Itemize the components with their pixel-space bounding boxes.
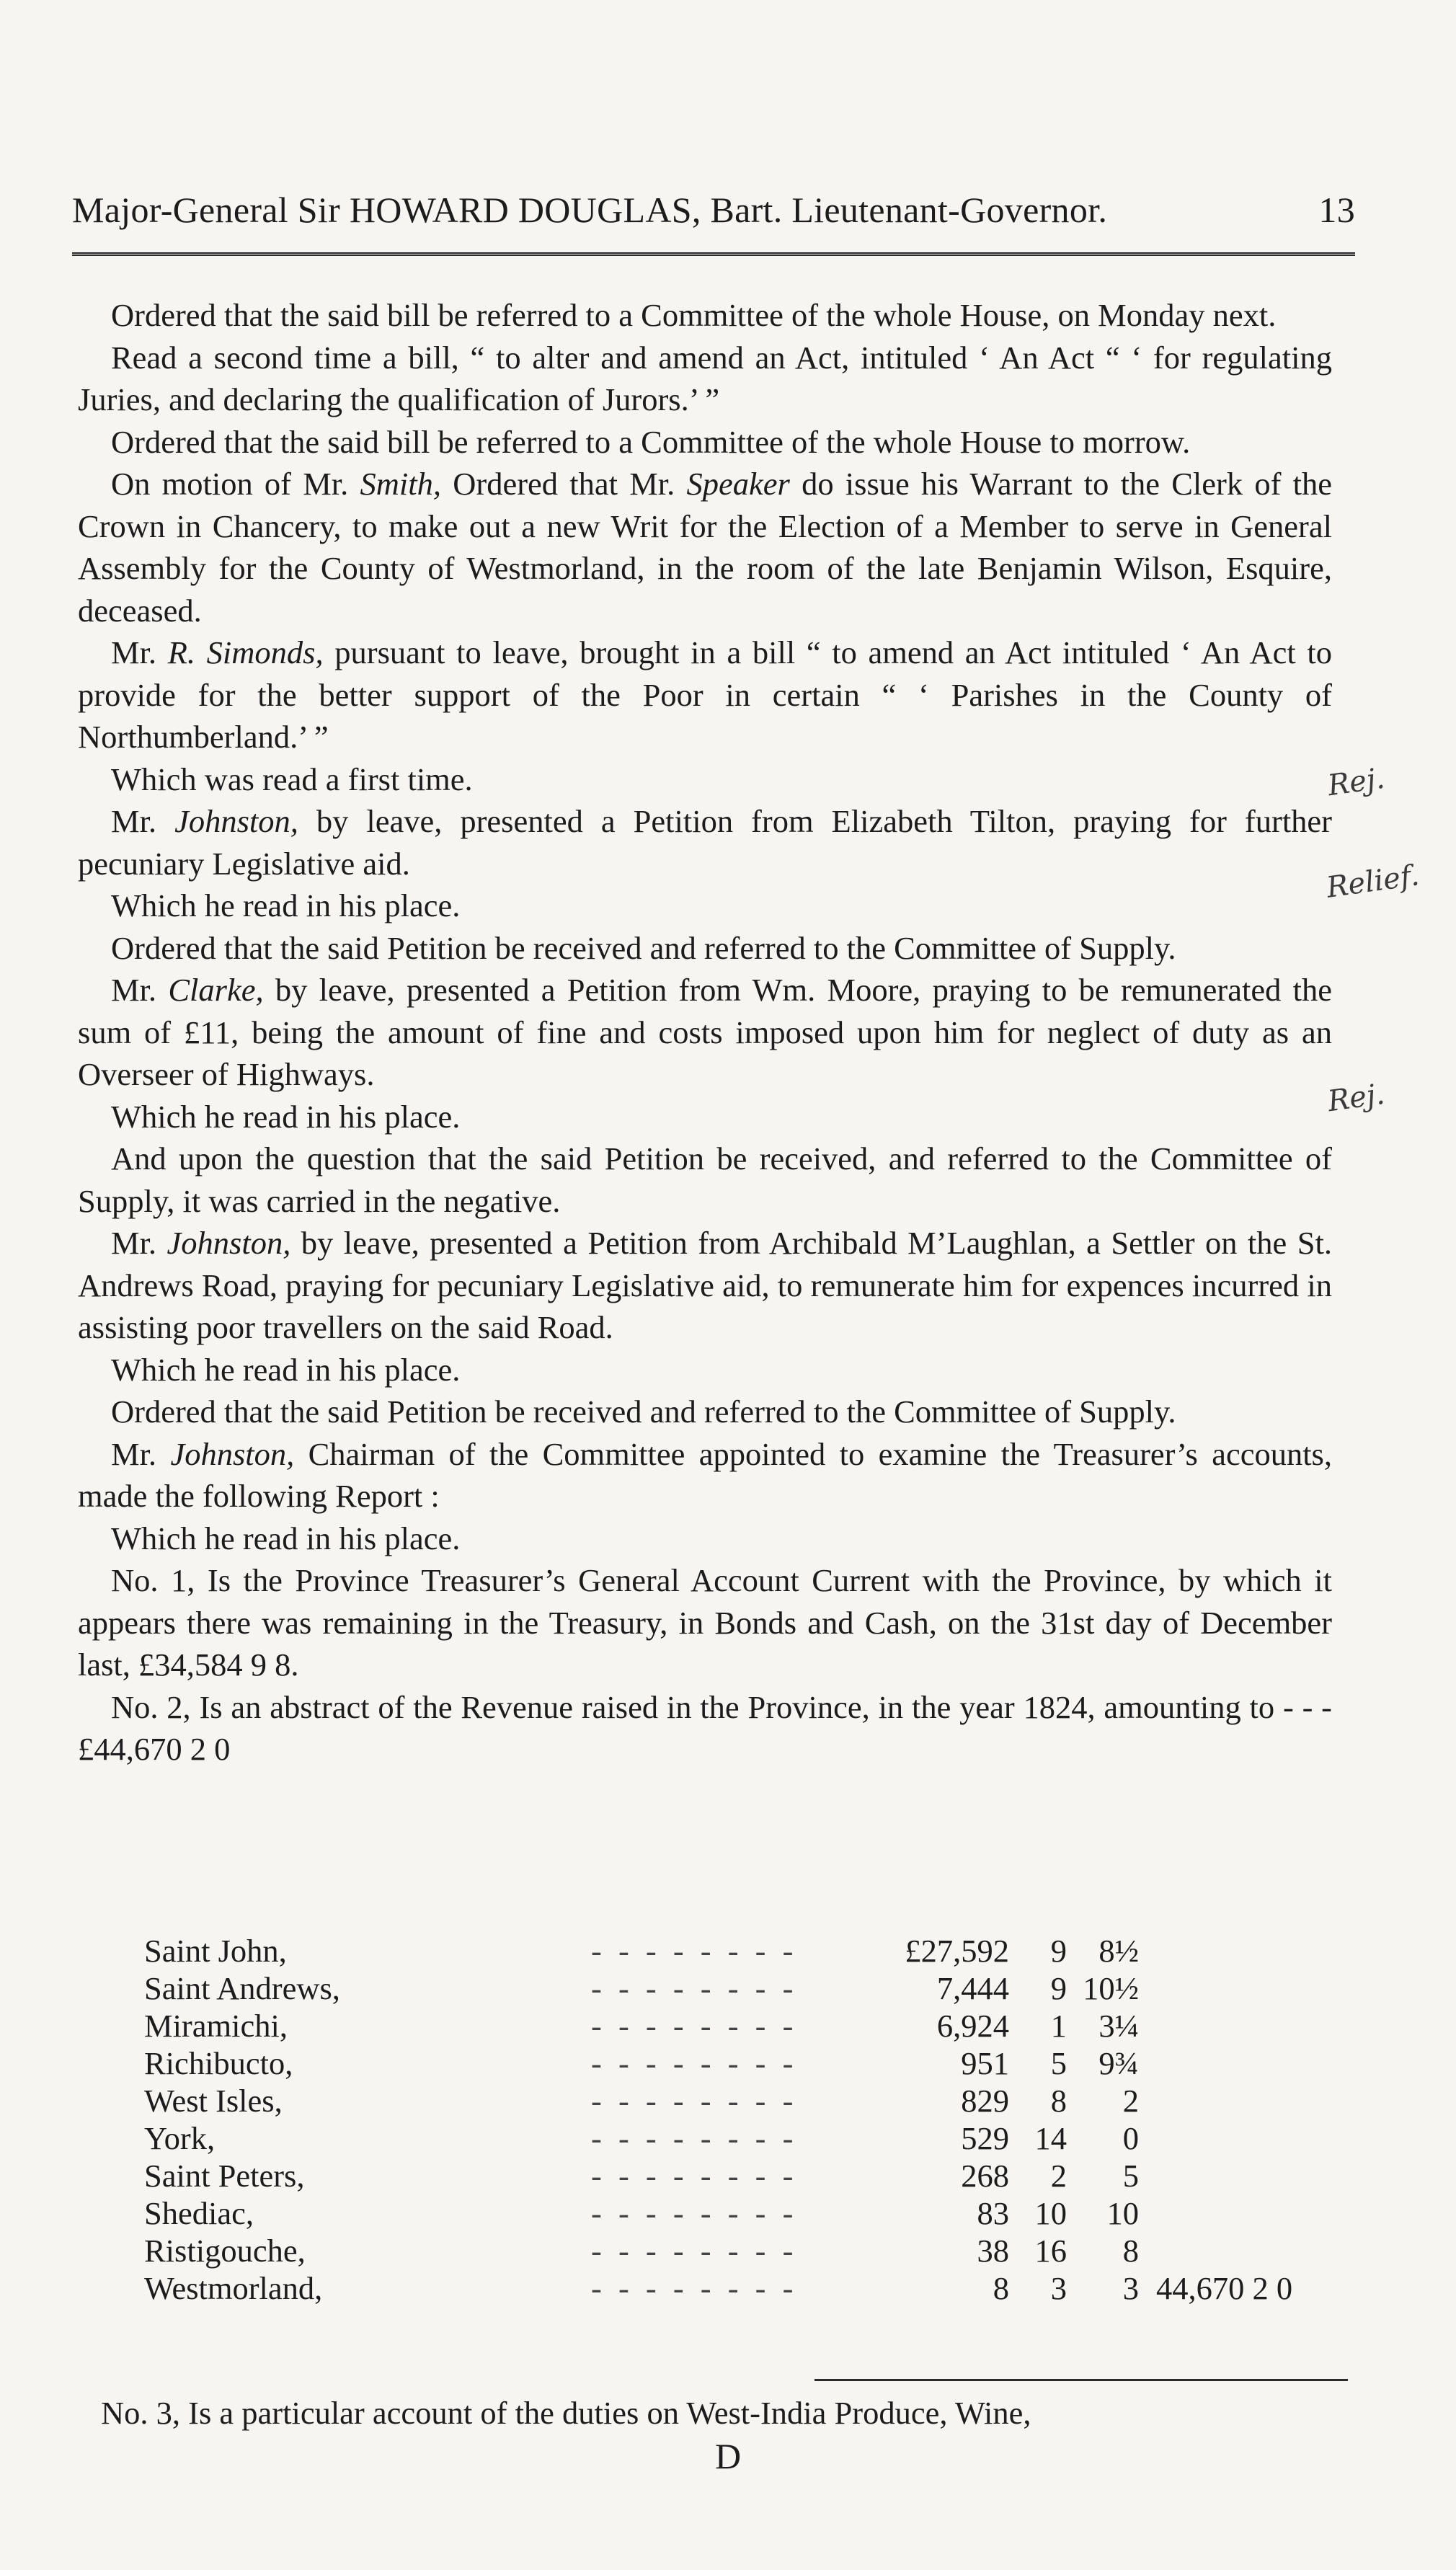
- paragraph: Ordered that the said Petition be received and referred to the Committee of Supply.: [111, 1393, 1176, 1430]
- revenue-pounds: 8: [993, 2270, 1009, 2306]
- table-row: [144, 2007, 1292, 2044]
- header-title: Major-General Sir HOWARD DOUGLAS, Bart. Lieutenant-Governor.: [72, 190, 1108, 230]
- revenue-pence: 10: [1106, 2195, 1139, 2231]
- paragraph: Ordered that the said bill be referred to a Committee of the whole House, on Monday next.: [111, 297, 1277, 333]
- paragraph: Which was read a first time.: [111, 761, 473, 797]
- revenue-shillings: 10: [1034, 2195, 1067, 2231]
- revenue-shillings: 3: [1050, 2270, 1067, 2306]
- paragraph: No. 1, Is the Province Treasurer’s General Account Current with the Province, by which it appears there was remaining in the Treasury, in Bonds and Cash, on the 31st day of December last, £34,584 9 8.: [78, 1562, 1332, 1683]
- revenue-pounds: £27,592: [905, 1933, 1009, 1969]
- paragraph: Ordered that the said bill be referred to a Committee of the whole House to morrow.: [111, 423, 1191, 460]
- table-row: [144, 2044, 1292, 2082]
- paragraph: And upon the question that the said Petition be received, and referred to the Committee of Supply, it was carried in the negative.: [78, 1140, 1332, 1219]
- revenue-total: [1139, 1969, 1292, 2007]
- revenue-place: York,: [144, 2120, 216, 2156]
- paragraph: No. 2, Is an abstract of the Revenue raised in the Province, in the year 1824, amounting to - - - £44,670 2 0: [78, 1688, 1332, 1767]
- leader-dots: - - - - - - - -: [591, 2233, 798, 2269]
- paragraph: On motion of Mr. Smith, Ordered that Mr. Speaker do issue his Warrant to the Clerk of the Crown in Chancery, to make out a new Writ for the Election of a Member to serve in General Assembly for the County of Westmorland, in the room of the late Benjamin Wilson, Esquire, deceased.: [78, 466, 1332, 629]
- revenue-pence: 8: [1122, 2233, 1139, 2269]
- revenue-place: Westmorland,: [144, 2270, 323, 2306]
- leader-dots: - - - - - - - -: [591, 1970, 798, 2006]
- paragraph: Which he read in his place.: [111, 887, 461, 923]
- revenue-total: [1139, 2007, 1292, 2044]
- page-number: 13: [1318, 190, 1355, 230]
- revenue-total: [1139, 2119, 1292, 2157]
- leader-dots: - - - - - - - -: [591, 2270, 798, 2306]
- revenue-total: [1139, 1932, 1292, 1969]
- margin-note-rej: Rej.: [1326, 761, 1387, 803]
- paragraph: Mr. Clarke, by leave, presented a Petition from Wm. Moore, praying to be remunerated the sum of £11, being the amount of fine and costs imposed upon him for neglect of duty as an Overseer of Highways.: [78, 972, 1332, 1092]
- revenue-total: [1139, 2157, 1292, 2194]
- leader-dots: - - - - - - - -: [591, 2158, 798, 2194]
- revenue-pence: 5: [1122, 2158, 1139, 2194]
- revenue-total: 44,670 2 0: [1156, 2270, 1293, 2306]
- revenue-pence: 9¾: [1098, 2045, 1139, 2081]
- leader-dots: - - - - - - - -: [591, 1933, 798, 1969]
- revenue-total: [1139, 2194, 1292, 2232]
- revenue-shillings: 14: [1034, 2120, 1067, 2156]
- revenue-shillings: 8: [1050, 2083, 1067, 2119]
- journal-body: [78, 294, 1332, 1771]
- revenue-place: Saint Peters,: [144, 2158, 305, 2194]
- revenue-shillings: 9: [1050, 1933, 1067, 1969]
- leader-dots: - - - - - - - -: [591, 2120, 798, 2156]
- paragraph: Mr. Johnston, Chairman of the Committee appointed to examine the Treasurer’s accounts, made the following Report :: [78, 1435, 1333, 1514]
- margin-note-rej-2: Rej.: [1326, 1077, 1387, 1119]
- revenue-shillings: 1: [1050, 2008, 1067, 2044]
- leader-dots: - - - - - - - -: [591, 2008, 798, 2044]
- revenue-pence: 8½: [1098, 1933, 1139, 1969]
- revenue-place: West Isles,: [144, 2083, 283, 2119]
- total-rule: [814, 2379, 1348, 2381]
- header-rule: [72, 252, 1355, 260]
- revenue-pounds: 38: [977, 2233, 1009, 2269]
- paragraph: Which he read in his place.: [111, 1098, 461, 1135]
- revenue-shillings: 9: [1050, 1970, 1067, 2006]
- revenue-pounds: 7,444: [936, 1970, 1009, 2006]
- revenue-pounds: 829: [961, 2083, 1009, 2119]
- revenue-total: [1139, 2044, 1292, 2082]
- revenue-pounds: 529: [961, 2120, 1009, 2156]
- revenue-pence: 2: [1122, 2083, 1139, 2119]
- paragraph: Ordered that the said Petition be received and referred to the Committee of Supply.: [111, 929, 1176, 966]
- margin-note-relief: Relief.: [1324, 859, 1421, 905]
- leader-dots: - - - - - - - -: [591, 2083, 798, 2119]
- revenue-place: Saint Andrews,: [144, 1970, 340, 2006]
- revenue-pounds: 83: [977, 2195, 1009, 2231]
- revenue-pounds: 268: [961, 2158, 1009, 2194]
- revenue-place: Shediac,: [144, 2195, 254, 2231]
- table-row: [144, 1969, 1292, 2007]
- table-row: [144, 1932, 1292, 1969]
- revenue-shillings: 2: [1050, 2158, 1067, 2194]
- revenue-place: Miramichi,: [144, 2008, 288, 2044]
- running-header: [72, 189, 1355, 231]
- paragraph: Mr. R. Simonds, pursuant to leave, brought in a bill “ to amend an Act intituled ‘ An Act to provide for the better support of the Poor in certain “ ‘ Parishes in the County of Northumberland.’ ”: [78, 634, 1332, 755]
- signature-mark: D: [714, 2436, 742, 2476]
- revenue-total: [1139, 2082, 1292, 2119]
- revenue-place: Ristigouche,: [144, 2233, 306, 2269]
- revenue-place: Richibucto,: [144, 2045, 293, 2081]
- leader-dots: - - - - - - - -: [591, 2195, 798, 2231]
- table-row: [144, 2082, 1292, 2119]
- revenue-pence: 0: [1122, 2120, 1139, 2156]
- paragraph: Mr. Johnston, by leave, presented a Petition from Archibald M’Laughlan, a Settler on the St. Andrews Road, praying for pecuniary Legislative aid, to remunerate him for expences incurred in assisting poor travellers on the said Road.: [78, 1225, 1332, 1345]
- revenue-pounds: 6,924: [936, 2008, 1009, 2044]
- leader-dots: - - - - - - - -: [591, 2045, 798, 2081]
- revenue-shillings: 5: [1050, 2045, 1067, 2081]
- revenue-pence: 10½: [1083, 1970, 1139, 2006]
- table-row: [144, 2232, 1292, 2269]
- paragraph-no3: No. 3, Is a particular account of the duties on West-India Produce, Wine,: [101, 2395, 1031, 2431]
- table-row: [144, 2119, 1292, 2157]
- revenue-pounds: 951: [961, 2045, 1009, 2081]
- paragraph: Read a second time a bill, “ to alter and amend an Act, intituled ‘ An Act “ ‘ for regulating Juries, and declaring the qualification of Jurors.’ ”: [78, 339, 1332, 417]
- revenue-place: Saint John,: [144, 1933, 287, 1969]
- revenue-pence: 3¼: [1098, 2008, 1139, 2044]
- paragraph: Mr. Johnston, by leave, presented a Petition from Elizabeth Tilton, praying for further pecuniary Legislative aid.: [78, 803, 1332, 882]
- revenue-table: [144, 1932, 1292, 2307]
- table-row: [144, 2157, 1292, 2194]
- revenue-shillings: 16: [1034, 2233, 1067, 2269]
- paragraph: Which he read in his place.: [111, 1520, 461, 1556]
- table-row: [144, 2269, 1292, 2307]
- revenue-total: [1139, 2232, 1292, 2269]
- paragraph: Which he read in his place.: [111, 1351, 461, 1388]
- revenue-pence: 3: [1122, 2270, 1139, 2306]
- table-row: [144, 2194, 1292, 2232]
